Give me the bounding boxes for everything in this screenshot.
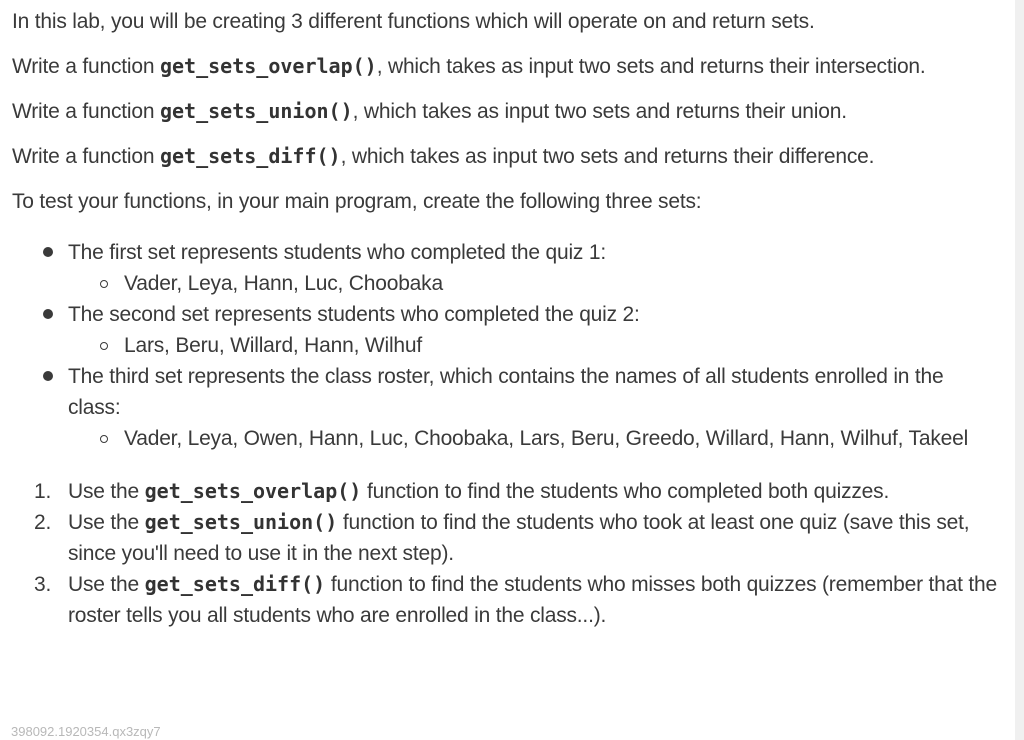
set-members-list [68,423,997,454]
set-description: The third set represents the class roster, which contains the names of all students enrolled in the class: [68,365,944,419]
overlap-function-paragraph [12,51,997,82]
step-function-name: get_sets_overlap() [144,479,362,503]
step-text-post: function to find the students who took at least one quiz (save this set, since you'll need to use it in the next step). [68,511,970,565]
diff-function-paragraph [12,141,997,172]
diff-text-post: , which takes as input two sets and returns their difference. [340,145,875,168]
step-number: 3. [34,573,52,596]
intro-paragraph: In this lab, you will be creating 3 different functions which will operate on and return sets. [12,10,815,33]
set-item-quiz1 [68,237,997,299]
step-function-name: get_sets_union() [144,510,338,534]
step-text-pre: Use the [68,511,145,534]
set-members: Lars, Beru, Willard, Hann, Wilhuf [124,330,997,361]
set-members: Vader, Leya, Owen, Hann, Luc, Choobaka, Lars, Beru, Greedo, Willard, Hann, Wilhuf, Takeel [124,423,997,454]
union-function-name: get_sets_union() [159,99,353,123]
step-text-pre: Use the [68,480,145,503]
set-description: The second set represents students who completed the quiz 2: [68,303,640,326]
step-number: 1. [34,480,52,503]
step-item [34,476,997,507]
step-text-pre: Use the [68,573,145,596]
step-text-post: function to find the students who misses both quizzes (remember that the roster tells you all students who are enrolled in the class...). [68,573,997,627]
step-number: 2. [34,511,52,534]
test-intro-paragraph: To test your functions, in your main program, create the following three sets: [12,190,702,213]
set-description: The first set represents students who completed the quiz 1: [68,241,606,264]
diff-function-name: get_sets_diff() [159,144,341,168]
overlap-text-post: , which takes as input two sets and returns their intersection. [376,55,926,78]
diff-text-pre: Write a function [12,145,160,168]
set-members-list [68,268,997,299]
union-text-post: , which takes as input two sets and returns their union. [352,100,847,123]
overlap-text-pre: Write a function [12,55,160,78]
watermark-id: 398092.1920354.qx3zqy7 [11,724,161,739]
set-item-quiz2 [68,299,997,361]
union-function-paragraph [12,96,997,127]
sets-list [12,237,997,454]
lab-instructions [12,6,997,631]
step-item [34,569,997,631]
overlap-function-name: get_sets_overlap() [159,54,377,78]
step-function-name: get_sets_diff() [144,572,326,596]
steps-list [12,476,997,631]
set-item-roster [68,361,997,454]
scrollbar-track[interactable] [1015,0,1024,740]
union-text-pre: Write a function [12,100,160,123]
step-text-post: function to find the students who completed both quizzes. [361,480,890,503]
set-members-list [68,330,997,361]
set-members: Vader, Leya, Hann, Luc, Choobaka [124,268,997,299]
step-item [34,507,997,569]
